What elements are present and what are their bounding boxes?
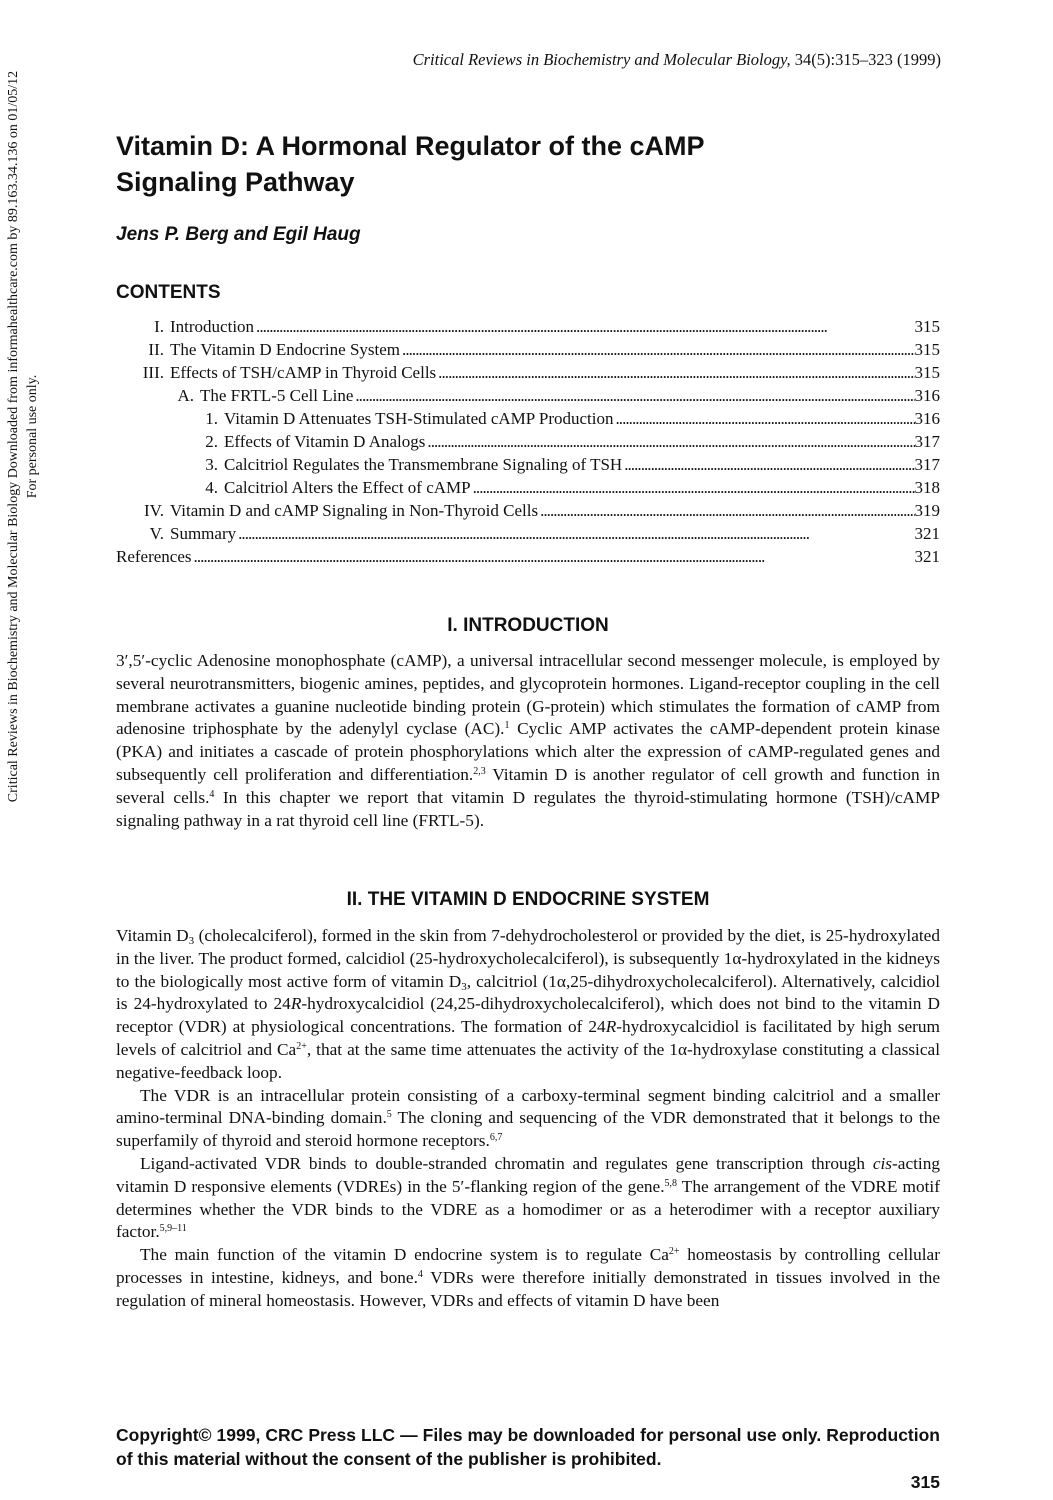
toc-entry-number: 1. <box>205 409 218 428</box>
toc-entry-number: I. <box>154 317 164 336</box>
paragraph <box>116 1244 940 1312</box>
toc-entry-number: 3. <box>205 455 218 474</box>
toc-entry-title: References <box>116 547 192 566</box>
text-run: -hydroxycalcidiol (24,25-dihydroxycholecalciferol), which does not bind to the vitamin D receptor (VDR) at physiological concentrations. The formation of 24 <box>116 994 940 1037</box>
toc-entry <box>116 432 940 455</box>
text-run: homeostasis by controlling cellular processes in intestine, kidneys, and bone. <box>116 1245 940 1287</box>
toc-entry-title: Effects of Vitamin D Analogs <box>224 432 426 451</box>
toc-entry-page: 317 <box>914 455 940 474</box>
toc-leader-dots <box>400 340 914 360</box>
reference-superscript: 2,3 <box>473 765 486 777</box>
toc-leader-dots <box>254 317 914 337</box>
journal-citation: 34(5):315–323 (1999) <box>790 50 941 69</box>
toc-entry-number: 4. <box>205 478 218 497</box>
toc-entry-page: 315 <box>914 340 940 359</box>
text-run: In this chapter we report that vitamin D regulates the thyroid-stimulating hormone (TSH)/cAMP signaling pathway in a rat thyroid cell line (FRTL-5). <box>116 787 941 830</box>
toc-entry-page: 315 <box>914 317 940 336</box>
italic-text: R <box>290 994 302 1014</box>
toc-entry-page: 316 <box>914 386 940 405</box>
toc-leader-dots <box>192 547 915 567</box>
toc-entry-page: 315 <box>914 363 940 382</box>
text-run: The cloning and sequencing of the VDR demonstrated that it belongs to the superfamily of thyroid and steroid hormone receptors. <box>116 1108 941 1151</box>
toc-leader-dots <box>613 409 914 429</box>
article-authors: Jens P. Berg and Egil Haug <box>116 224 361 245</box>
toc-entry <box>116 317 940 340</box>
toc-entry-title: Introduction <box>170 317 255 336</box>
vitamin-d-endocrine-system-text <box>116 925 940 1313</box>
table-of-contents <box>116 317 940 570</box>
subscript: 3 <box>188 935 195 947</box>
reference-superscript: 5,9–11 <box>159 1223 187 1235</box>
toc-entry <box>116 524 940 547</box>
text-run: Vitamin D <box>116 926 189 945</box>
toc-entry <box>116 478 940 501</box>
toc-entry-title: Vitamin D and cAMP Signaling in Non-Thyroid Cells <box>170 501 539 520</box>
copyright-notice: Copyright© 1999, CRC Press LLC — Files may be downloaded for personal use only. Reproduction of this material without the consent of the publisher is prohibited. <box>116 1425 940 1469</box>
watermark-line-2: For personal use only. <box>25 374 40 499</box>
section-heading-vitamin-d-endocrine-system: II. THE VITAMIN D ENDOCRINE SYSTEM <box>346 889 710 910</box>
italic-text: cis <box>872 1153 893 1173</box>
toc-entry-number: 2. <box>205 432 218 451</box>
toc-entry-title: Effects of TSH/cAMP in Thyroid Cells <box>170 363 437 382</box>
subscript: 3 <box>461 980 467 993</box>
paragraph <box>116 1153 940 1244</box>
toc-entry-number: A. <box>177 386 194 405</box>
text-run: VDRs were therefore initially demonstrated in tissues involved in the regulation of mineral homeostasis. However, VDRs and effects of vitamin D have been <box>116 1267 940 1310</box>
text-run: 3′,5′-cyclic Adenosine monophosphate (cAMP), a universal intracellular second messenger molecule, is employed by several neurotransmitters, biogenic amines, peptides, and glycoprotein hormones. Ligand-receptor coupling in the cell membrane activates a guanine nucleotide binding protein (G-protein) which stimulates the formation of cAMP from adenosine triphosphate by the adenylyl cyclase (AC). <box>116 651 940 739</box>
reference-superscript: 4 <box>209 788 215 800</box>
article-title: Vitamin D: A Hormonal Regulator of the cAMP Signaling Pathway <box>116 131 705 197</box>
toc-entry <box>116 455 940 478</box>
toc-entry-title: Calcitriol Regulates the Transmembrane Signaling of TSH <box>224 455 623 474</box>
download-watermark <box>4 0 64 1188</box>
text-run: Ligand-activated VDR binds to double-stranded chromatin and regulates gene transcription through <box>140 1153 873 1173</box>
page-number: 315 <box>910 1472 940 1492</box>
text-run: The VDR is an intracellular protein consisting of a carboxy-terminal segment binding calcitriol and a smaller amino-terminal DNA-binding domain. <box>116 1085 940 1128</box>
toc-entry <box>116 386 940 409</box>
toc-leader-dots <box>622 455 914 475</box>
toc-entry <box>116 501 940 524</box>
toc-entry-number: V. <box>149 524 164 543</box>
italic-text: R <box>605 1017 617 1037</box>
text-run: -acting vitamin D responsive elements (VDREs) in the 5′-flanking region of the gene. <box>116 1153 940 1196</box>
reference-superscript: 6,7 <box>489 1132 503 1144</box>
toc-entry-title: Summary <box>170 524 237 543</box>
text-run: , that at the same time attenuates the activity of the 1α-hydroxylase constituting a classical negative-feedback loop. <box>116 1039 940 1082</box>
section-heading-introduction: I. INTRODUCTION <box>447 615 609 636</box>
toc-entry-number: IV. <box>144 501 164 520</box>
toc-entry-page: 316 <box>914 409 940 428</box>
text-run: Vitamin D is another regulator of cell growth and function in several cells. <box>116 764 940 807</box>
text-run: The arrangement of the VDRE motif determines whether the VDR binds to the VDRE as a homodimer or as a heterodimer with a receptor auxiliary factor. <box>116 1176 940 1242</box>
toc-entry-number: II. <box>148 340 164 359</box>
toc-leader-dots <box>425 432 914 452</box>
journal-name: Critical Reviews in Biochemistry and Molecular Biology, <box>412 50 791 69</box>
toc-entry-title: Vitamin D Attenuates TSH-Stimulated cAMP Production <box>224 409 614 428</box>
text-run: , calcitriol (1α,25-dihydroxycholecalciferol). Alternatively, calcidiol is 24-hydroxylated to 24 <box>116 971 941 1014</box>
introduction-text <box>116 650 940 832</box>
toc-leader-dots <box>436 363 914 383</box>
toc-entry <box>116 409 940 432</box>
reference-superscript: 5 <box>386 1109 392 1121</box>
superscript: 2+ <box>296 1040 307 1052</box>
toc-leader-dots <box>471 478 915 498</box>
superscript: 2+ <box>668 1246 680 1258</box>
toc-entry <box>116 340 940 363</box>
paragraph <box>116 1085 940 1153</box>
text-run: -hydroxycalcidiol is facilitated by high serum levels of calcitriol and Ca <box>116 1017 940 1059</box>
reference-superscript: 1 <box>504 720 510 732</box>
journal-header <box>413 50 941 70</box>
toc-entry-page: 319 <box>914 501 940 520</box>
paragraph <box>116 925 940 1085</box>
toc-entry-number: III. <box>142 363 164 382</box>
toc-entry <box>116 547 940 570</box>
text-run: The main function of the vitamin D endocrine system is to regulate Ca <box>140 1245 669 1265</box>
toc-leader-dots <box>353 386 914 406</box>
toc-entry-title: Calcitriol Alters the Effect of cAMP <box>224 478 471 497</box>
watermark-line-1: Critical Reviews in Biochemistry and Molecular Biology Downloaded from informahealthcare.com by 89.163.34.136 on 01/05/12 <box>6 70 21 803</box>
toc-entry-page: 321 <box>914 524 940 543</box>
toc-entry-title: The FRTL-5 Cell Line <box>200 386 354 405</box>
toc-entry-page: 317 <box>914 432 940 451</box>
toc-entry <box>116 363 940 386</box>
toc-entry-title: The Vitamin D Endocrine System <box>170 340 401 359</box>
toc-leader-dots <box>236 524 914 544</box>
toc-entry-page: 318 <box>914 478 940 497</box>
toc-entry-page: 321 <box>914 547 940 566</box>
toc-leader-dots <box>538 501 914 521</box>
text-run: Cyclic AMP activates the cAMP-dependent protein kinase (PKA) and initiates a cascade of protein phosphorylations which alter the expression of cAMP-regulated genes and subsequently cell proliferation and differentiation. <box>116 719 940 784</box>
contents-heading: CONTENTS <box>116 282 221 303</box>
reference-superscript: 4 <box>417 1268 423 1280</box>
reference-superscript: 5,8 <box>664 1177 678 1189</box>
text-run: (cholecalciferol), formed in the skin from 7-dehydrocholesterol or provided by the diet, is 25-hydroxylated in the liver. The product formed, calcidiol (25-hydroxycholecalciferol), is subsequently 1α-hydroxylated in the kidneys to the biologically most active form of vitamin D <box>116 926 940 991</box>
paragraph <box>116 650 940 832</box>
